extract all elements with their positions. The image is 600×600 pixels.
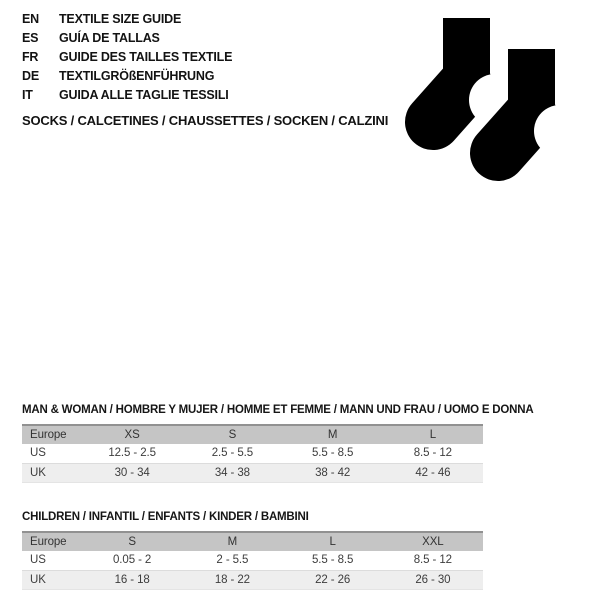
row-label-uk: UK	[30, 573, 46, 586]
row-label-us: US	[30, 447, 46, 460]
cell-uk-s: 16 - 18	[114, 573, 150, 586]
children-table-title: CHILDREN / INFANTIL / ENFANTS / KINDER / BAMBINI	[22, 511, 309, 523]
cell-uk-m: 38 - 42	[315, 466, 351, 479]
cell-us-s: 0.05 - 2	[113, 554, 152, 567]
lang-label-fr: GUIDE DES TAILLES TEXTILE	[59, 50, 233, 64]
language-title-list	[22, 13, 232, 102]
column-header-m: M	[327, 429, 338, 441]
column-header-region: Europe	[30, 536, 67, 548]
man-woman-size-section	[22, 404, 534, 483]
cell-uk-l: 22 - 26	[315, 573, 351, 586]
cell-us-xs: 12.5 - 2.5	[108, 447, 156, 460]
column-header-xs: XS	[124, 429, 140, 441]
children-size-section	[22, 511, 483, 590]
table-header-row	[22, 425, 483, 444]
column-header-l: L	[329, 536, 336, 548]
category-title: SOCKS / CALCETINES / CHAUSSETTES / SOCKEN / CALZINI	[22, 113, 389, 128]
row-label-us: US	[30, 554, 46, 567]
lang-label-de: TEXTILGRÖßENFÜHRUNG	[59, 69, 215, 83]
lang-code-en: EN	[22, 12, 39, 26]
table-row-uk	[22, 463, 483, 482]
cell-uk-m: 18 - 22	[214, 573, 250, 586]
table-row-us	[22, 551, 483, 570]
lang-label-es: GUÍA DE TALLAS	[59, 31, 160, 45]
table-row-us	[22, 444, 483, 463]
cell-uk-l: 42 - 46	[415, 466, 451, 479]
cell-us-l: 5.5 - 8.5	[311, 554, 354, 567]
lang-label-it: GUIDA ALLE TAGLIE TESSILI	[59, 88, 229, 102]
cell-us-m: 2 - 5.5	[216, 554, 249, 567]
man-woman-size-table	[22, 424, 483, 483]
lang-code-fr: FR	[22, 50, 39, 64]
column-header-l: L	[429, 429, 437, 441]
table-header-row	[22, 532, 483, 551]
socks-icon	[395, 10, 580, 195]
lang-label-en: TEXTILE SIZE GUIDE	[59, 12, 182, 26]
column-header-s: S	[128, 536, 136, 548]
column-header-xxl: XXL	[422, 536, 444, 548]
children-size-table	[22, 531, 483, 590]
lang-code-de: DE	[22, 69, 39, 83]
cell-us-s: 2.5 - 5.5	[211, 447, 254, 460]
lang-code-it: IT	[22, 88, 33, 102]
lang-code-es: ES	[22, 31, 39, 45]
man-woman-table-title: MAN & WOMAN / HOMBRE Y MUJER / HOMME ET FEMME / MANN UND FRAU / UOMO E DONNA	[22, 404, 534, 416]
cell-us-l: 8.5 - 12	[413, 447, 452, 460]
cell-uk-xs: 30 - 34	[114, 466, 150, 479]
column-header-s: S	[228, 429, 237, 441]
cell-uk-s: 34 - 38	[214, 466, 250, 479]
cell-uk-xxl: 26 - 30	[415, 573, 451, 586]
row-label-uk: UK	[30, 466, 46, 479]
cell-us-m: 5.5 - 8.5	[311, 447, 354, 460]
column-header-region: Europe	[30, 429, 67, 441]
table-row-uk	[22, 570, 483, 589]
cell-us-xxl: 8.5 - 12	[413, 554, 452, 567]
column-header-m: M	[227, 536, 238, 548]
